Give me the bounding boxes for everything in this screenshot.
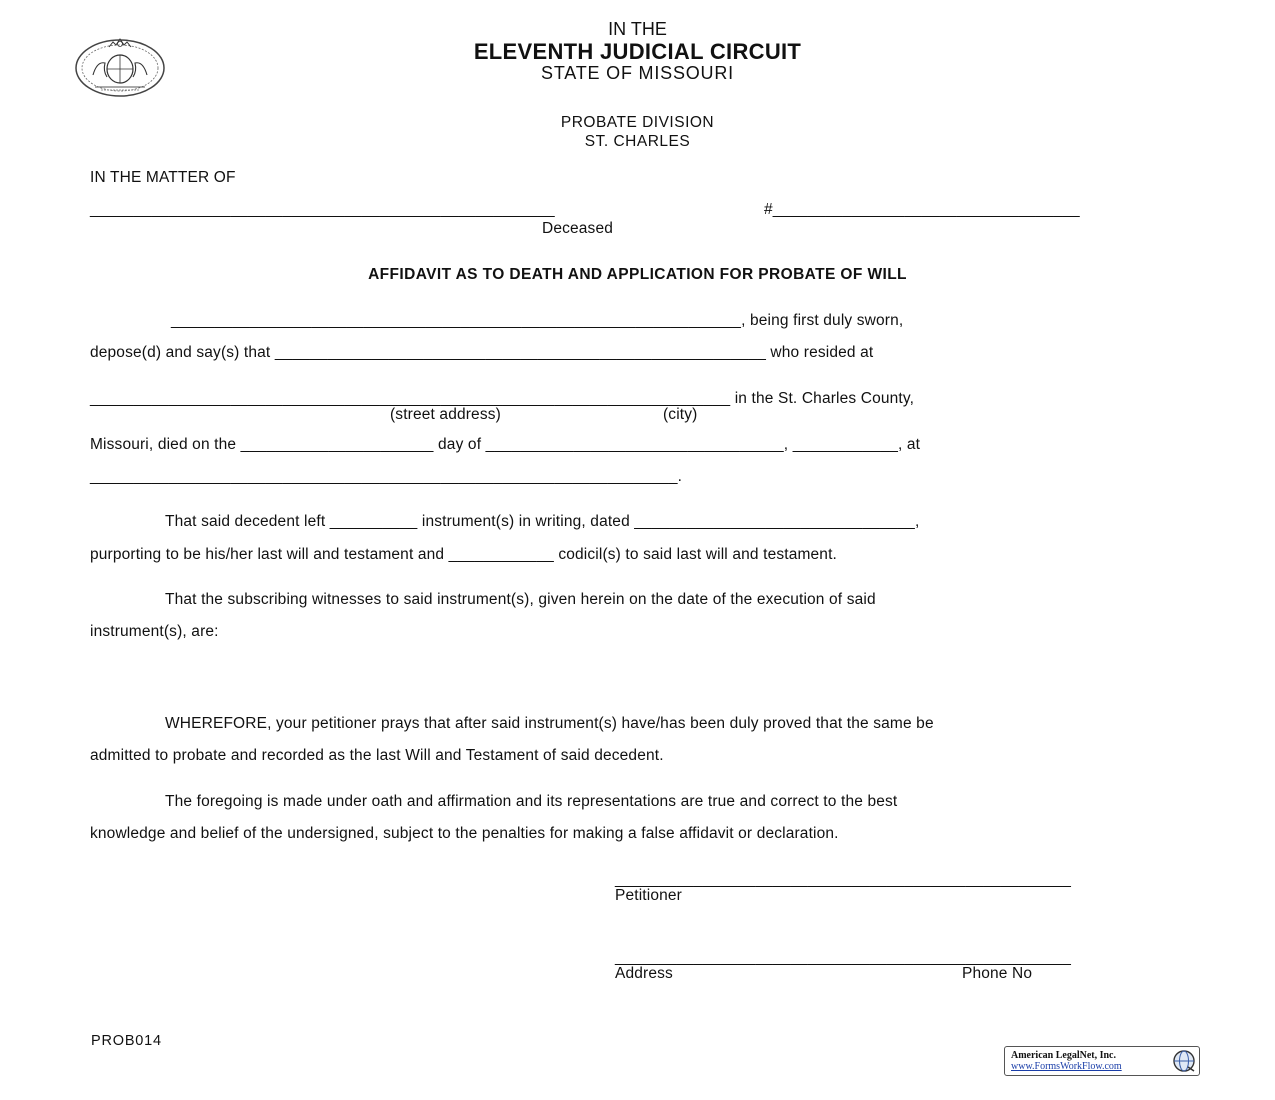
deceased-label: Deceased — [542, 220, 613, 237]
legalnet-badge[interactable] — [1004, 1046, 1200, 1076]
header-circuit: ELEVENTH JUDICIAL CIRCUIT — [473, 39, 802, 64]
phone-label: Phone No — [962, 965, 1033, 982]
city-label: (city) — [663, 406, 698, 423]
address-label: Address — [615, 965, 673, 982]
affiant-name-line[interactable]: _________________________________________________________________, being first duly sworn, — [171, 312, 904, 329]
address-line[interactable]: ____________________________________________________ — [615, 949, 1072, 966]
badge-url-link[interactable]: www.FormsWorkFlow.com — [1011, 1061, 1122, 1072]
death-date-line[interactable]: Missouri, died on the ______________________ day of __________________________________, ____________, at — [90, 436, 921, 453]
globe-icon — [1172, 1049, 1196, 1073]
petitioner-signature-line[interactable]: ____________________________________________________ — [615, 871, 1072, 888]
instrument-line[interactable]: That said decedent left __________ instrument(s) in writing, dated ________________________________, — [165, 513, 920, 530]
witnesses-line-1: That the subscribing witnesses to said instrument(s), given herein on the date of the execution of said — [165, 591, 876, 608]
petitioner-label: Petitioner — [615, 887, 682, 904]
probate-division: PROBATE DIVISION — [560, 114, 715, 131]
probate-location: ST. CHARLES — [584, 133, 691, 150]
wherefore-line-1: WHEREFORE, your petitioner prays that after said instrument(s) have/has been duly proved that the same be — [165, 715, 934, 732]
deceased-name-field[interactable]: _____________________________________________________ — [90, 201, 555, 218]
case-number-field[interactable]: #___________________________________ — [764, 201, 1080, 218]
matter-label: IN THE MATTER OF — [90, 169, 236, 186]
form-code: PROB014 — [91, 1033, 162, 1049]
affidavit-title: AFFIDAVIT AS TO DEATH AND APPLICATION FOR PROBATE OF WILL — [368, 266, 907, 283]
header-in-the: IN THE — [608, 19, 667, 39]
witnesses-line-2: instrument(s), are: — [90, 623, 219, 640]
decedent-name-line[interactable]: depose(d) and say(s) that ________________________________________________________ who resided at — [90, 344, 874, 361]
oath-line-2: knowledge and belief of the undersigned, subject to the penalties for making a false affidavit or declaration. — [90, 825, 839, 842]
codicil-line[interactable]: purporting to be his/her last will and testament and ____________ codicil(s) to said last will and testament. — [90, 546, 837, 563]
death-place-line[interactable]: ___________________________________________________________________. — [90, 468, 683, 485]
wherefore-line-2: admitted to probate and recorded as the last Will and Testament of said decedent. — [90, 747, 664, 764]
badge-company-name: American LegalNet, Inc. — [1011, 1050, 1116, 1061]
residence-line[interactable]: _________________________________________________________________________ in the St. Charles County, — [90, 390, 915, 407]
oath-line-1: The foregoing is made under oath and affirmation and its representations are true and correct to the best — [165, 793, 898, 810]
street-address-label: (street address) — [390, 406, 501, 423]
header-state: STATE OF MISSOURI — [541, 63, 734, 83]
